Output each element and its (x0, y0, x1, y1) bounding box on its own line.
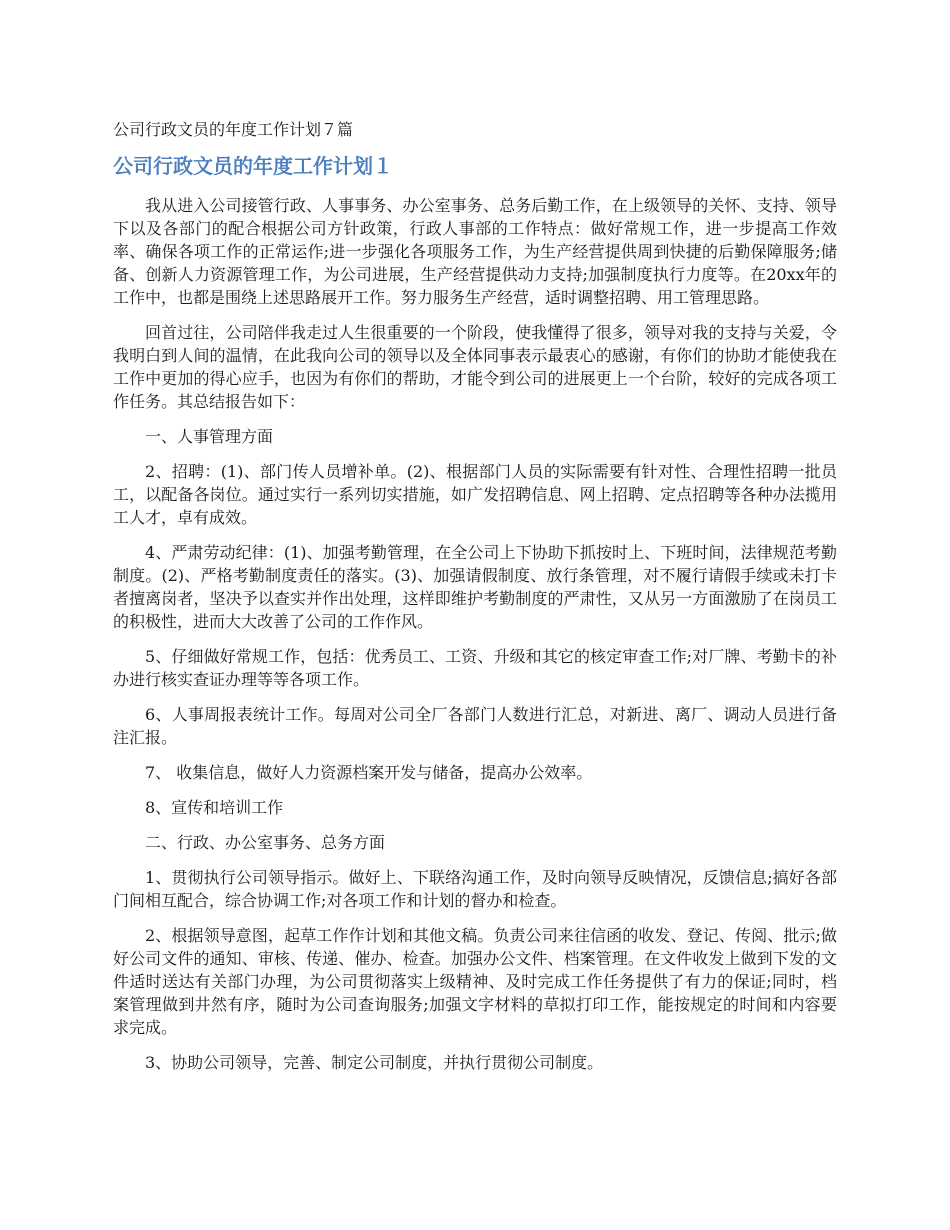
paragraph-routine-work: 5、仔细做好常规工作，包括：优秀员工、工资、升级和其它的核定审查工作;对厂牌、考勤卡的补办进行核实查证办理等等各项工作。 (113, 647, 837, 689)
document-page (113, 118, 837, 1086)
paragraph-admin-heading: 二、行政、办公室事务、总务方面 (145, 833, 386, 852)
paragraph-instructions: 1、贯彻执行公司领导指示。做好上、下联络沟通工作，及时向领导反映情况，反馈信息;搞好各部门间相互配合，综合协调工作;对各项工作和计划的督办和检查。 (113, 868, 837, 910)
paragraph-intro: 我从进入公司接管行政、人事事务、办公室事务、总务后勤工作，在上级领导的关怀、支持、领导下以及各部门的配合根据公司方针政策，行政人事部的工作特点：做好常规工作，进一步提高工作效率、确保各项工作的正常运作;进一步强化各项服务工作，为生产经营提供周到快捷的后勤保障服务;储备、创新人力资源管理工作，为公司进展，生产经营提供动力支持;加强制度执行力度等。在20xx年的工作中，也都是围绕上述思路展开工作。努力服务生产经营，适时调整招聘、用工管理思路。 (113, 196, 837, 307)
paragraph-weekly-report: 6、人事周报表统计工作。每周对公司全厂各部门人数进行汇总，对新进、离厂、调动人员进行备注汇报。 (113, 705, 837, 747)
paragraph-recruitment: 2、招聘：(1)、部门传人员增补单。(2)、根据部门人员的实际需要有针对性、合理性招聘一批员工，以配备各岗位。通过实行一系列切实措施，如广发招聘信息、网上招聘、定点招聘等各种办法揽用工人才，卓有成效。 (113, 462, 837, 527)
paragraph-discipline: 4、严肃劳动纪律：(1)、加强考勤管理，在全公司上下协助下抓按时上、下班时间，法律规范考勤制度。(2)、严格考勤制度责任的落实。(3)、加强请假制度、放行条管理，对不履行请假手续或未打卡者擅离岗者，坚决予以查实并作出处理，这样即维护考勤制度的严肃性，又从另一方面激励了在岗员工的积极性，进而大大改善了公司的工作作风。 (113, 543, 837, 631)
document-title: 公司行政文员的年度工作计划７篇 (113, 120, 354, 139)
paragraph-review: 回首过往，公司陪伴我走过人生很重要的一个阶段，使我懂得了很多，领导对我的支持与关爱，令我明白到人间的温情，在此我向公司的领导以及全体同事表示最衷心的感谢，有你们的协助才能使我在工作中更加的得心应手，也因为有你们的帮助，才能令到公司的进展更上一个台阶，较好的完成各项工作任务。其总结报告如下： (113, 323, 837, 411)
paragraph-hr-heading: 一、人事管理方面 (145, 427, 274, 446)
paragraph-regulations: 3、协助公司领导，完善、制定公司制度，并执行贯彻公司制度。 (145, 1053, 604, 1072)
paragraph-training: 8、宣传和培训工作 (145, 798, 284, 817)
section-heading: 公司行政文员的年度工作计划１ (113, 154, 393, 178)
paragraph-information: 7、 收集信息，做好人力资源档案开发与储备，提高办公效率。 (145, 763, 593, 782)
paragraph-drafting: 2、根据领导意图，起草工作作计划和其他文稿。负责公司来往信函的收发、登记、传阅、批示;做好公司文件的通知、审核、传递、催办、检查。加强办公文件、档案管理。在文件收发上做到下发的文件适时送达有关部门办理，为公司贯彻落实上级精神、及时完成工作任务提供了有力的保证;同时，档案管理做到井然有序，随时为公司查询服务;加强文字材料的草拟打印工作，能按规定的时间和内容要求完成。 (113, 926, 837, 1037)
